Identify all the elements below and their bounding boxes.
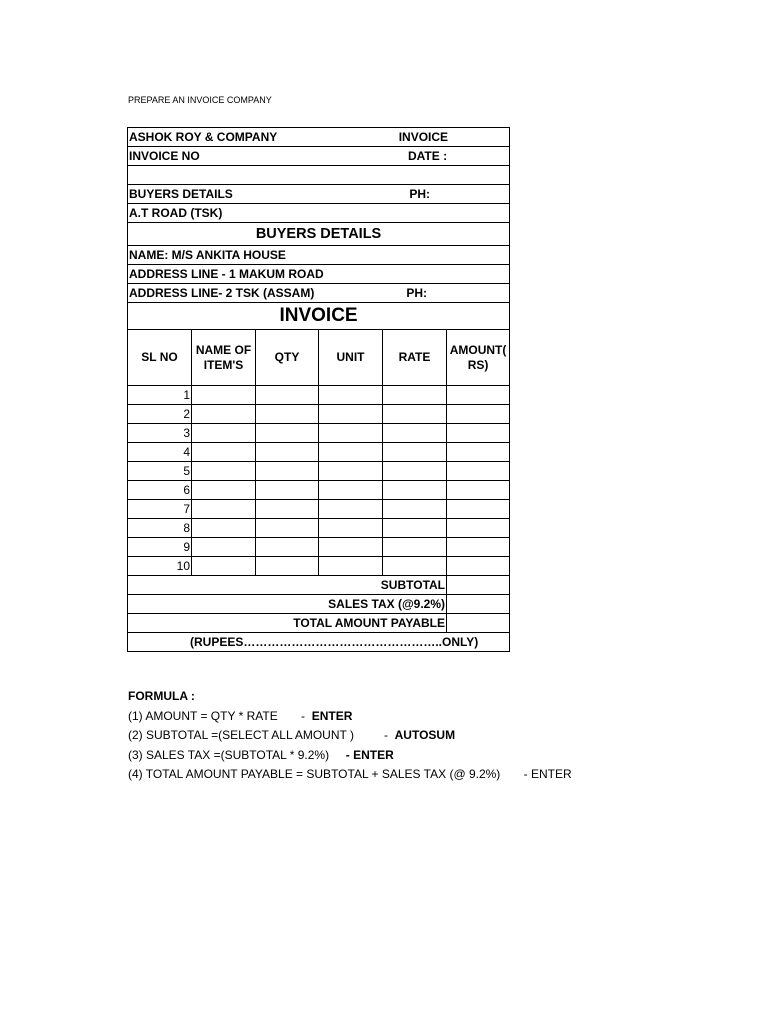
- item-cell[interactable]: [192, 386, 256, 405]
- company-cell: [128, 128, 510, 147]
- sl-no-cell[interactable]: 4: [128, 443, 192, 462]
- sl-no-cell[interactable]: 1: [128, 386, 192, 405]
- item-cell[interactable]: [192, 481, 256, 500]
- item-cell[interactable]: [319, 405, 383, 424]
- blank-cell: [128, 166, 510, 185]
- item-cell[interactable]: [192, 557, 256, 576]
- buyer-name: NAME: M/S ANKITA HOUSE: [128, 246, 510, 265]
- road-cell: A.T ROAD (TSK): [128, 204, 510, 223]
- item-cell[interactable]: [192, 443, 256, 462]
- buyer-name-row: [128, 246, 510, 265]
- item-cell[interactable]: [383, 386, 447, 405]
- table-row: [128, 424, 510, 443]
- item-rows: [128, 386, 510, 576]
- item-cell[interactable]: [192, 462, 256, 481]
- invoice-title: INVOICE: [128, 303, 510, 330]
- total-value-cell[interactable]: [447, 614, 510, 633]
- seller-details-cell: [128, 185, 510, 204]
- invoice-table: [127, 127, 510, 652]
- formula-block: [128, 687, 572, 785]
- item-cell[interactable]: [319, 424, 383, 443]
- item-cell[interactable]: [192, 424, 256, 443]
- formula-line-1-text: (1) AMOUNT = QTY * RATE -: [128, 708, 312, 723]
- col-amount: AMOUNT( RS): [447, 330, 510, 386]
- invoice-no-row: [128, 147, 510, 166]
- sl-no-cell[interactable]: 10: [128, 557, 192, 576]
- table-row: [128, 519, 510, 538]
- sl-no-cell[interactable]: 2: [128, 405, 192, 424]
- item-cell[interactable]: [383, 443, 447, 462]
- item-cell[interactable]: [447, 519, 510, 538]
- formula-line-1-action: ENTER: [311, 708, 353, 723]
- buyer-address2-row: [128, 284, 510, 303]
- buyer-title: BUYERS DETAILS: [128, 223, 510, 246]
- table-row: [128, 405, 510, 424]
- item-cell[interactable]: [383, 424, 447, 443]
- item-cell[interactable]: [256, 405, 319, 424]
- formula-line-3-text: (3) SALES TAX =(SUBTOTAL * 9.2%): [128, 747, 346, 762]
- sl-no-cell[interactable]: 7: [128, 500, 192, 519]
- item-cell[interactable]: [256, 519, 319, 538]
- sl-no-cell[interactable]: 3: [128, 424, 192, 443]
- blank-row: [128, 166, 510, 185]
- buyer-ph-label: PH:: [406, 285, 428, 300]
- formula-line-2-action: AUTOSUM: [394, 728, 456, 742]
- item-cell[interactable]: [447, 462, 510, 481]
- item-cell[interactable]: [319, 500, 383, 519]
- seller-details-label: BUYERS DETAILS: [129, 186, 233, 201]
- item-cell[interactable]: [447, 500, 510, 519]
- item-cell[interactable]: [256, 538, 319, 557]
- rupees-row: [128, 633, 510, 652]
- sl-no-cell[interactable]: 6: [128, 481, 192, 500]
- item-cell[interactable]: [383, 519, 447, 538]
- item-cell[interactable]: [319, 386, 383, 405]
- item-cell[interactable]: [383, 557, 447, 576]
- subtotal-label: SUBTOTAL: [128, 576, 447, 595]
- col-rate: RATE: [383, 330, 447, 386]
- item-cell[interactable]: [319, 481, 383, 500]
- formula-line-2: [128, 726, 572, 746]
- buyer-address2: ADDRESS LINE- 2 TSK (ASSAM): [129, 285, 315, 300]
- company-row: [128, 128, 510, 147]
- item-cell[interactable]: [447, 424, 510, 443]
- col-name-of-items: NAME OF ITEM'S: [192, 330, 256, 386]
- seller-ph-label: PH:: [409, 186, 431, 201]
- page-caption: PREPARE AN INVOICE COMPANY: [128, 95, 272, 105]
- formula-line-1: [128, 707, 572, 727]
- table-row: [128, 557, 510, 576]
- road-row: [128, 204, 510, 223]
- formula-line-4-text: (4) TOTAL AMOUNT PAYABLE = SUBTOTAL + SALES TAX (@ 9.2%) - ENTER: [128, 767, 572, 781]
- sales-tax-label: SALES TAX (@9.2%): [128, 595, 447, 614]
- sl-no-cell[interactable]: 8: [128, 519, 192, 538]
- table-row: [128, 500, 510, 519]
- company-name: ASHOK ROY & COMPANY: [129, 129, 278, 144]
- item-cell[interactable]: [383, 538, 447, 557]
- date-label: DATE :: [407, 148, 448, 163]
- item-cell[interactable]: [447, 386, 510, 405]
- sales-tax-value-cell[interactable]: [447, 595, 510, 614]
- item-cell[interactable]: [383, 462, 447, 481]
- total-label: TOTAL AMOUNT PAYABLE: [128, 614, 447, 633]
- table-row: [128, 538, 510, 557]
- table-row: [128, 443, 510, 462]
- item-cell[interactable]: [319, 519, 383, 538]
- table-row: [128, 481, 510, 500]
- sl-no-cell[interactable]: 5: [128, 462, 192, 481]
- subtotal-value-cell[interactable]: [447, 576, 510, 595]
- item-cell[interactable]: [192, 519, 256, 538]
- item-cell[interactable]: [383, 481, 447, 500]
- item-cell[interactable]: [319, 557, 383, 576]
- rupees-in-words: (RUPEES…………………………………………..ONLY): [128, 633, 510, 652]
- sales-tax-row: [128, 595, 510, 614]
- item-cell[interactable]: [319, 462, 383, 481]
- item-cell[interactable]: [447, 557, 510, 576]
- buyer-address1-row: [128, 265, 510, 284]
- item-cell[interactable]: [383, 500, 447, 519]
- subtotal-row: [128, 576, 510, 595]
- buyer-address1: ADDRESS LINE - 1 MAKUM ROAD: [128, 265, 510, 284]
- total-row: [128, 614, 510, 633]
- item-cell[interactable]: [256, 500, 319, 519]
- item-cell[interactable]: [256, 557, 319, 576]
- item-cell[interactable]: [319, 538, 383, 557]
- item-cell[interactable]: [192, 538, 256, 557]
- item-cell[interactable]: [447, 405, 510, 424]
- col-sl-no: SL NO: [128, 330, 192, 386]
- col-unit: UNIT: [319, 330, 383, 386]
- invoice-label: INVOICE: [398, 129, 449, 144]
- invoice-no-cell[interactable]: [128, 147, 510, 166]
- item-cell[interactable]: [192, 500, 256, 519]
- item-cell[interactable]: [256, 443, 319, 462]
- table-row: [128, 386, 510, 405]
- formula-line-3-action: - ENTER: [345, 747, 394, 762]
- formula-line-2-text: (2) SUBTOTAL =(SELECT ALL AMOUNT ) -: [128, 728, 395, 742]
- item-cell[interactable]: [447, 481, 510, 500]
- seller-details-row: [128, 185, 510, 204]
- table-row: [128, 462, 510, 481]
- invoice-title-row: [128, 303, 510, 330]
- item-cell[interactable]: [319, 443, 383, 462]
- invoice-no-label: INVOICE NO: [129, 148, 200, 163]
- formula-line-4: [128, 765, 572, 785]
- sl-no-cell[interactable]: 9: [128, 538, 192, 557]
- item-cell[interactable]: [256, 424, 319, 443]
- item-cell[interactable]: [192, 405, 256, 424]
- column-header-row: [128, 330, 510, 386]
- item-cell[interactable]: [447, 538, 510, 557]
- buyer-title-row: [128, 223, 510, 246]
- col-qty: QTY: [256, 330, 319, 386]
- item-cell[interactable]: [447, 443, 510, 462]
- formula-line-3: [128, 746, 572, 766]
- item-cell[interactable]: [256, 462, 319, 481]
- buyer-address2-cell: [128, 284, 510, 303]
- formula-title: FORMULA :: [128, 689, 195, 703]
- item-cell[interactable]: [256, 386, 319, 405]
- item-cell[interactable]: [383, 405, 447, 424]
- item-cell[interactable]: [256, 481, 319, 500]
